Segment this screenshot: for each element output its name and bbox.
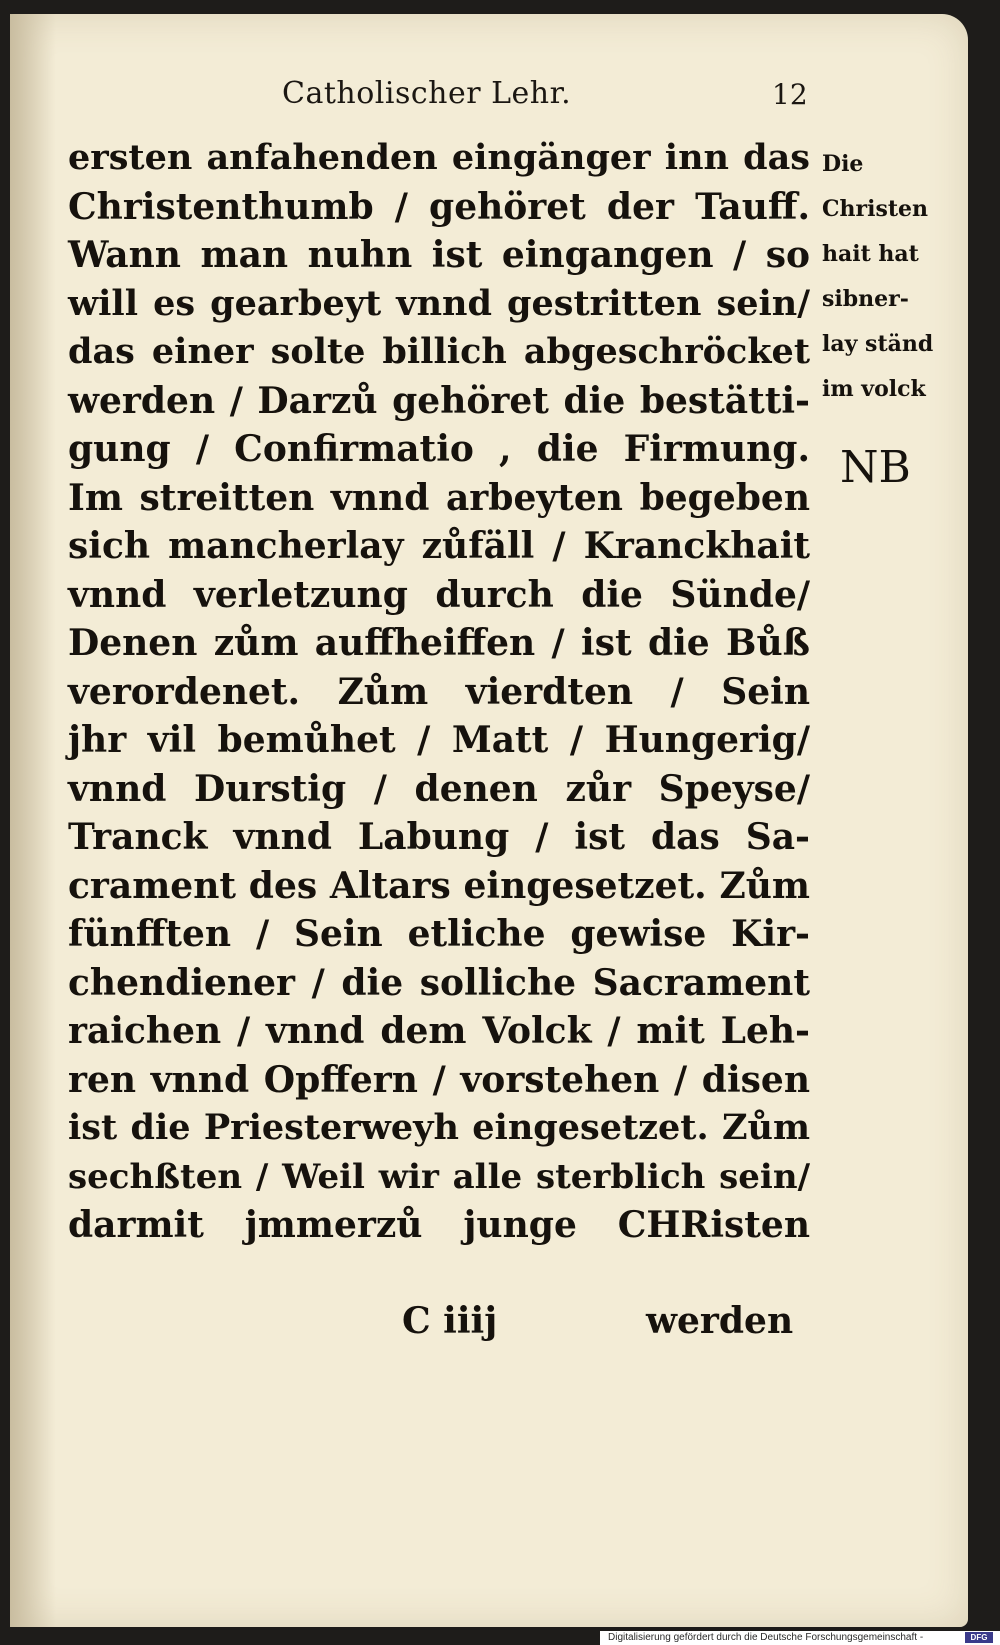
book-page [10, 14, 968, 1627]
text-line: jhr vil bemůhet / Matt / Hungerig/ [68, 719, 810, 761]
margin-note-line: Christen [822, 196, 928, 222]
text-line: das einer solte billich abgeschröcket [68, 331, 810, 372]
dfg-logo: DFG [965, 1632, 993, 1643]
running-head-title: Catholischer Lehr. [282, 76, 572, 111]
nota-bene-mark: NB [840, 442, 911, 493]
margin-note-line: im volck [822, 376, 926, 402]
margin-note [822, 142, 962, 412]
page-number: 12 [772, 78, 808, 111]
catchword: werden [646, 1300, 794, 1342]
text-line: crament des Altars eingesetzet. Zům [68, 864, 810, 907]
body-text [68, 134, 810, 1250]
text-line: werden / Darzů gehöret die bestätti- [68, 379, 810, 422]
text-line: Tranck vnnd Labung / ist das Sa- [68, 816, 810, 858]
margin-note-line: lay ständ [822, 331, 934, 357]
text-line: Denen zům auffheiffen / ist die Bůß [68, 622, 810, 664]
text-line: sich mancherlay zůfäll / Kranckhait [68, 525, 810, 567]
margin-note-line: Die [822, 151, 864, 177]
text-line: verordenet. Zům vierdten / Sein [68, 670, 810, 713]
text-line: raichen / vnnd dem Volck / mit Leh- [68, 1010, 810, 1052]
text-line: darmit jmmerzů junge CHRisten [68, 1204, 810, 1246]
text-line: ist die Priesterweyh eingesetzet. Zům [68, 1107, 810, 1148]
text-line: Wann man nuhn ist eingangen / so [68, 234, 810, 276]
text-line: sechßten / Weil wir alle sterblich sein/ [68, 1156, 810, 1197]
text-line: fünfften / Sein etliche gewise Kir- [68, 913, 810, 955]
signature-mark: C iiij [402, 1300, 498, 1342]
margin-note-line: sibner- [822, 286, 909, 312]
text-line: Christenthumb / gehöret der Tauff. [68, 185, 810, 228]
text-line: gung / Confirmatio , die Firmung. [68, 428, 810, 470]
text-line: vnnd verletzung durch die Sünde/ [68, 573, 810, 616]
text-line: chendiener / die solliche Sacrament [68, 961, 810, 1004]
text-line: vnnd Durstig / denen zůr Speyse/ [68, 767, 810, 810]
text-line: ersten anfahenden eingänger inn das [68, 137, 810, 178]
margin-note-line: hait hat [822, 241, 919, 267]
running-head [10, 76, 808, 126]
text-line: ren vnnd Opffern / vorstehen / disen [68, 1058, 810, 1101]
text-line: Im streitten vnnd arbeyten begeben [68, 476, 810, 519]
page-gutter-shadow [10, 14, 56, 1627]
text-line: will es gearbeyt vnnd gestritten sein/ [68, 282, 810, 324]
footer-credit: Digitalisierung gefördert durch die Deutsche Forschungsgemeinschaft - [608, 1632, 924, 1643]
